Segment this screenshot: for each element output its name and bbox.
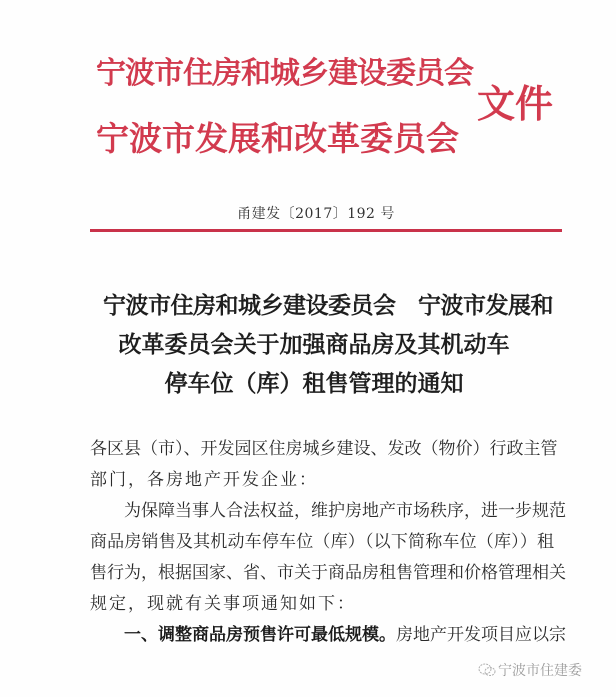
body-paragraph-line: 商品房销售及其机动车停车位（库）（以下简称车位（库））租 bbox=[90, 532, 554, 552]
body-paragraph-line: 为保障当事人合法权益，维护房地产市场秩序，进一步规范 bbox=[124, 501, 566, 521]
document-title bbox=[0, 286, 616, 403]
masthead-issuer-1: 宁波市住房和城乡建设委员会 bbox=[96, 56, 473, 91]
red-separator-rule bbox=[90, 229, 562, 232]
wechat-icon bbox=[478, 663, 496, 677]
document-body bbox=[90, 434, 566, 651]
title-line: 改革委员会关于加强商品房及其机动车 bbox=[118, 331, 510, 358]
addressee-line: 部门，各房地产开发企业： bbox=[90, 470, 318, 490]
section-1-text: 房地产开发项目应以宗 bbox=[396, 625, 566, 645]
title-line: 宁波市住房和城乡建设委员会 宁波市发展和 bbox=[103, 292, 553, 319]
addressee-line: 各区县（市）、开发园区住房城乡建设、发改（物价）行政主管 bbox=[90, 439, 558, 459]
section-1-line bbox=[90, 620, 566, 651]
title-line: 停车位（库）租售管理的通知 bbox=[164, 370, 464, 397]
body-paragraph-line: 售行为，根据国家、省、市关于商品房租售管理和价格管理相关 bbox=[90, 563, 566, 583]
body-paragraph-line: 规定，现就有关事项通知如下： bbox=[90, 594, 356, 614]
wechat-watermark bbox=[478, 660, 582, 680]
document-number: 甬建发〔2017〕192 号 bbox=[237, 206, 395, 222]
masthead-document-label: 文件 bbox=[477, 81, 554, 126]
section-1-heading: 一、调整商品房预售许可最低规模。 bbox=[124, 625, 396, 645]
watermark-label: 宁波市住建委 bbox=[498, 663, 582, 679]
masthead-issuer-2: 宁波市发展和改革委员会 bbox=[96, 119, 459, 158]
